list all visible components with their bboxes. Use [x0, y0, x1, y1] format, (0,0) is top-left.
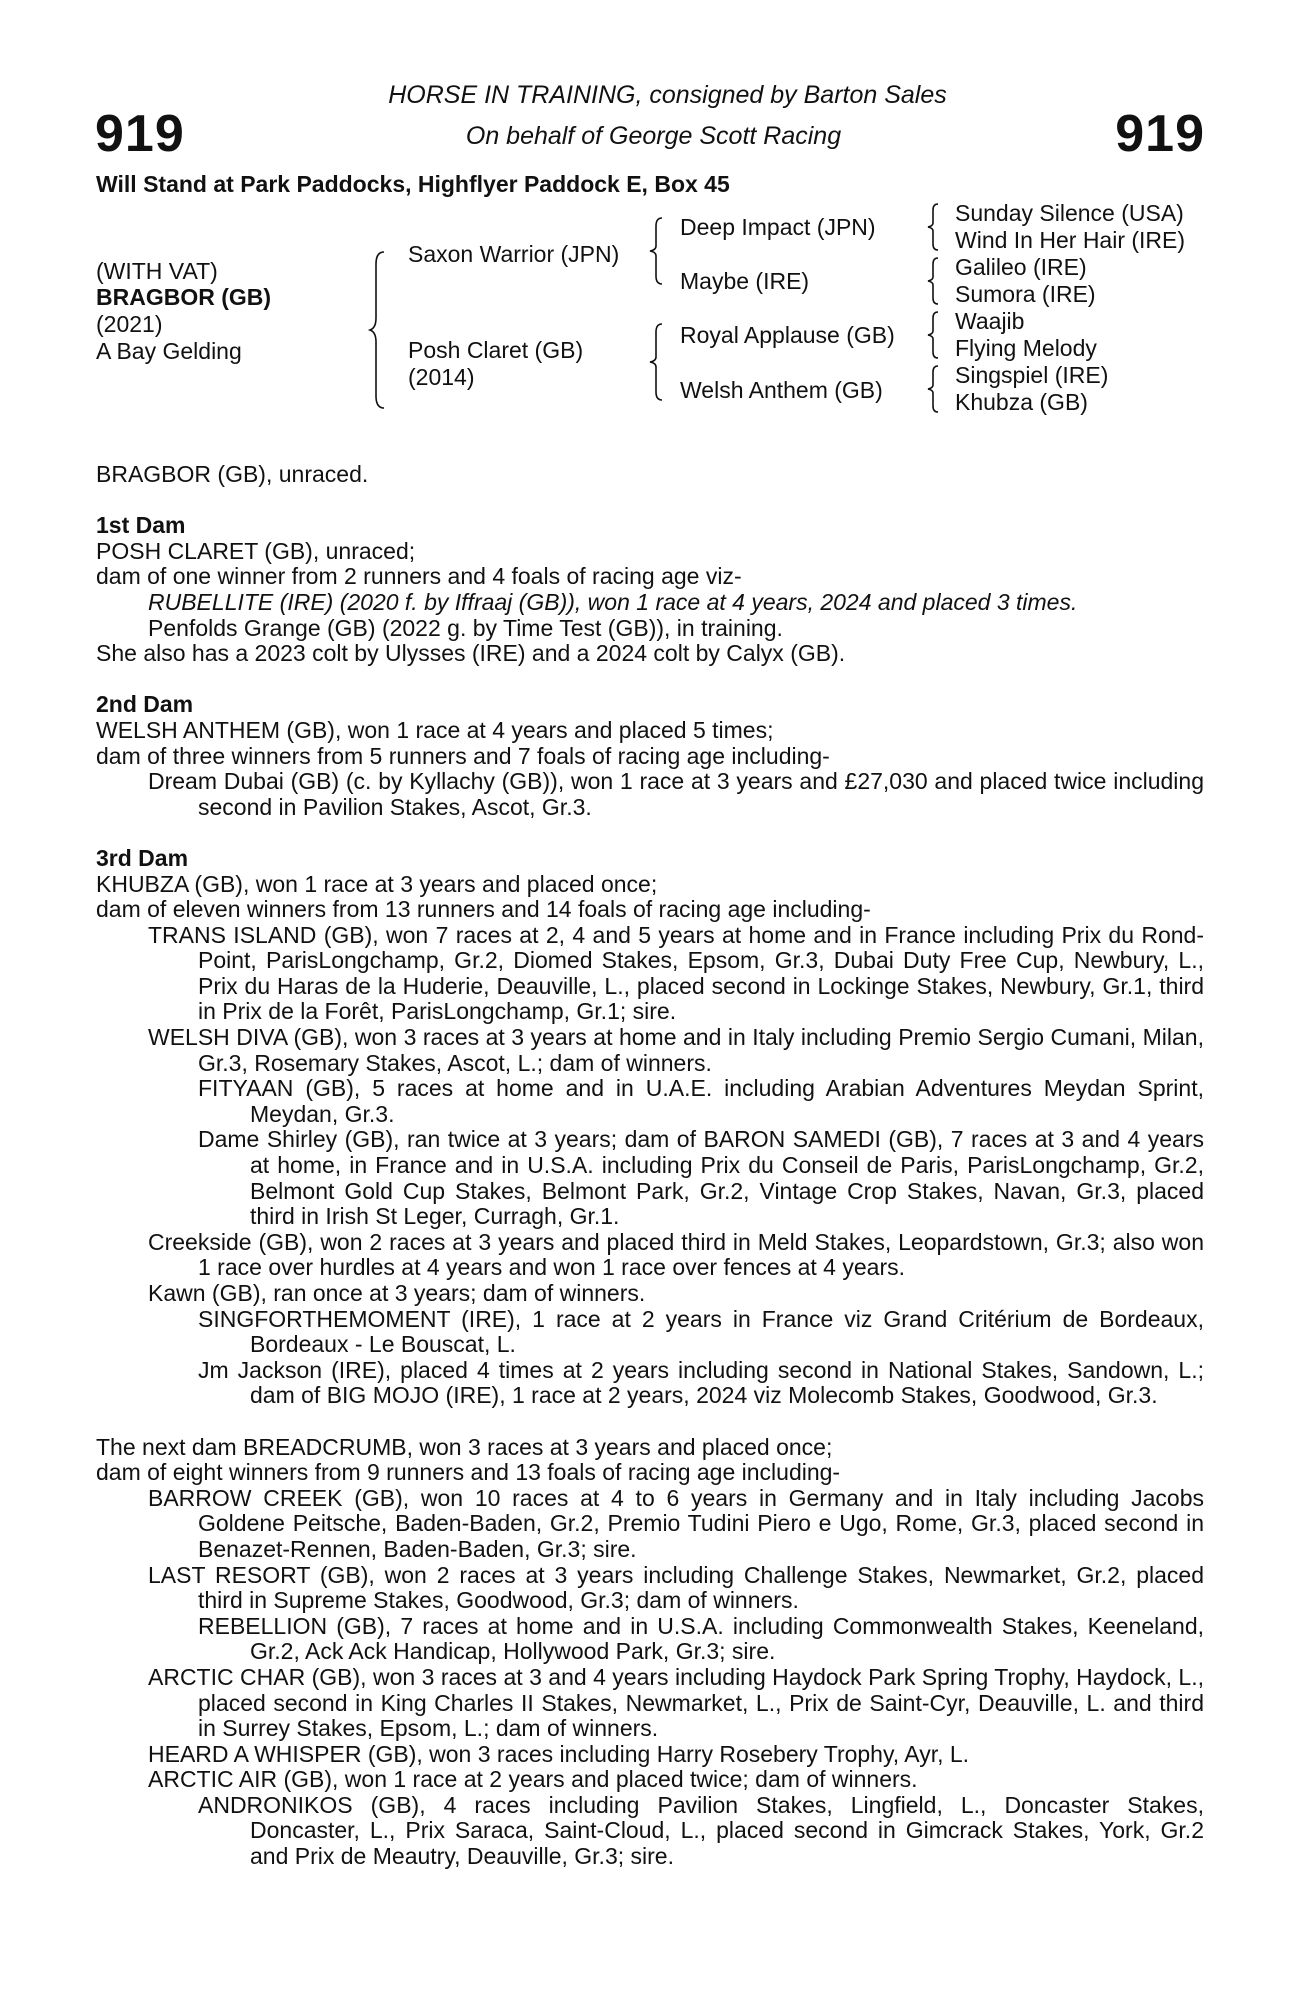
produce-record: Dame Shirley (GB), ran twice at 3 years; dam of BARON SAMEDI (GB), 7 races at 3 and 4 years at home, in France and in U.S.A. including Prix du Conseil de Paris, ParisLongchamp, Gr.2, Belmont Gold Cup Stakes, Belmont Park, Gr.2, Vintage Crop Stakes, Navan, Gr.3, placed third in Irish St Leger, Curragh, Gr.1.: [198, 1126, 1204, 1230]
produce-record: Creekside (GB), won 2 races at 3 years and placed third in Meld Stakes, Leopardstown, Gr.3; also won 1 race over hurdles at 4 years and won 1 race over fences at 4 years.: [148, 1228, 1204, 1281]
ancestor-8: Khubza (GB): [955, 389, 1088, 415]
stand-location: Will Stand at Park Paddocks, Highflyer Paddock E, Box 45: [96, 171, 730, 197]
third-dam-line: KHUBZA (GB), won 1 race at 3 years and placed once;: [96, 870, 658, 897]
third-dam-line: dam of eleven winners from 13 runners and 14 foals of racing age including-: [96, 896, 871, 923]
produce-record: BARROW CREEK (GB), won 10 races at 4 to 6 years in Germany and in Italy including Jacobs Goldene Peitsche, Baden-Baden, Gr.2, Premio Tudini Piero e Ugo, Rome, Gr.3, placed second in Benazet-Rennen, Baden-Baden, Gr.3; sire.: [148, 1484, 1204, 1562]
dam-foaling-year: (2014): [408, 364, 475, 390]
ancestor-6: Flying Melody: [955, 335, 1097, 361]
ancestor-1: Sunday Silence (USA): [955, 200, 1184, 226]
dam-sire: Royal Applause (GB): [680, 322, 895, 348]
racing-record: BRAGBOR (GB), unraced.: [96, 461, 369, 487]
produce-record: ARCTIC CHAR (GB), won 3 races at 3 and 4 years including Haydock Park Spring Trophy, Haydock, L., placed second in King Charles II Stakes, Newmarket, L., Prix de Saint-Cyr, Deauville, L. and third in Surrey Stakes, Epsom, L.; dam of winners.: [148, 1663, 1204, 1742]
lot-number-left: 919: [95, 105, 185, 163]
dam-dam: Welsh Anthem (GB): [680, 377, 883, 403]
produce-record: Dream Dubai (GB) (c. by Kyllachy (GB)), won 1 race at 3 years and £27,030 and placed twice including second in Pavilion Stakes, Ascot, Gr.3.: [148, 768, 1204, 820]
pedigree-brace-g1: [925, 202, 943, 252]
produce-record: Jm Jackson (IRE), placed 4 times at 2 years including second in National Stakes, Sandown, L.; dam of BIG MOJO (IRE), 1 race at 2 years, 2024 viz Molecomb Stakes, Goodwood, Gr.3.: [198, 1356, 1204, 1409]
produce-record: SINGFORTHEMOMENT (IRE), 1 race at 2 years in France viz Grand Critérium de Bordeaux, Bordeaux - Le Bouscat, L.: [198, 1305, 1204, 1358]
produce-record: WELSH DIVA (GB), won 3 races at 3 years at home and in Italy including Premio Sergio Cumani, Milan, Gr.3, Rosemary Stakes, Ascot, L.; dam of winners.: [148, 1024, 1204, 1076]
vat-note: (WITH VAT): [96, 258, 218, 284]
first-dam-heading: 1st Dam: [96, 512, 186, 539]
produce-record: LAST RESORT (GB), won 2 races at 3 years including Challenge Stakes, Newmarket, Gr.2, placed third in Supreme Stakes, Goodwood, Gr.3; dam of winners.: [148, 1561, 1204, 1614]
first-dam-line: She also has a 2023 colt by Ulysses (IRE) and a 2024 colt by Calyx (GB).: [96, 640, 846, 667]
produce-record: HEARD A WHISPER (GB), won 3 races including Harry Rosebery Trophy, Ayr, L.: [148, 1740, 970, 1767]
pedigree-brace-main: [368, 250, 392, 410]
produce-record: RUBELLITE (IRE) (2020 f. by Iffraaj (GB)), won 1 race at 4 years, 2024 and placed 3 times.: [148, 588, 1078, 615]
produce-record: FITYAAN (GB), 5 races at home and in U.A.E. including Arabian Adventures Meydan Sprint, Meydan, Gr.3.: [198, 1075, 1204, 1127]
sire-name: Saxon Warrior (JPN): [408, 241, 620, 267]
sire-dam: Maybe (IRE): [680, 268, 810, 294]
pedigree-brace-g4: [925, 364, 943, 414]
ancestor-7: Singspiel (IRE): [955, 362, 1109, 388]
next-dam-line: dam of eight winners from 9 runners and 13 foals of racing age including-: [96, 1459, 841, 1486]
ancestor-4: Sumora (IRE): [955, 281, 1096, 307]
consignment-line: HORSE IN TRAINING, consigned by Barton Sales: [388, 81, 947, 109]
pedigree-brace-sire: [648, 216, 668, 286]
catalogue-body: [96, 462, 1204, 1870]
dam-name: Posh Claret (GB): [408, 337, 584, 363]
next-dam-line: The next dam BREADCRUMB, won 3 races at 3 years and placed once;: [96, 1433, 833, 1460]
third-dam-heading: 3rd Dam: [96, 844, 189, 871]
produce-record: Penfolds Grange (GB) (2022 g. by Time Test (GB)), in training.: [148, 614, 783, 641]
horse-description: A Bay Gelding: [96, 338, 242, 364]
lot-number-right: 919: [1115, 105, 1205, 163]
vendor-line: On behalf of George Scott Racing: [465, 122, 842, 150]
ancestor-5: Waajib: [955, 308, 1025, 334]
produce-record: Kawn (GB), ran once at 3 years; dam of winners.: [148, 1280, 646, 1306]
pedigree-brace-dam: [648, 322, 668, 402]
second-dam-line: dam of three winners from 5 runners and 7 foals of racing age including-: [96, 742, 830, 769]
pedigree-brace-g3: [925, 310, 943, 360]
second-dam-line: WELSH ANTHEM (GB), won 1 race at 4 years and placed 5 times;: [96, 716, 774, 743]
produce-record: REBELLION (GB), 7 races at home and in U.S.A. including Commonwealth Stakes, Keeneland, Gr.2, Ack Ack Handicap, Hollywood Park, Gr.3; sire.: [198, 1612, 1204, 1665]
pedigree-brace-g2: [925, 256, 943, 306]
foaling-year: (2021): [96, 311, 163, 337]
produce-record: TRANS ISLAND (GB), won 7 races at 2, 4 and 5 years at home and in France including Prix du Rond-Point, ParisLongchamp, Gr.2, Diomed Stakes, Epsom, Gr.3, Dubai Duty Free Cup, Newbury, L., Prix du Haras de la Huderie, Deauville, L., placed second in Lockinge Stakes, Newbury, Gr.1, third in Prix de la Forêt, ParisLongchamp, Gr.1; sire.: [148, 921, 1204, 1025]
produce-record: ANDRONIKOS (GB), 4 races including Pavilion Stakes, Lingfield, L., Doncaster Stakes, Doncaster, L., Prix Saraca, Saint-Cloud, L., placed second in Gimcrack Stakes, York, Gr.2 and Prix de Meautry, Deauville, Gr.3; sire.: [198, 1791, 1204, 1870]
produce-record: ARCTIC AIR (GB), won 1 race at 2 years and placed twice; dam of winners.: [148, 1766, 918, 1793]
first-dam-line: dam of one winner from 2 runners and 4 foals of racing age viz-: [96, 563, 742, 590]
first-dam-line: POSH CLARET (GB), unraced;: [96, 537, 416, 564]
sire-sire: Deep Impact (JPN): [680, 214, 876, 240]
ancestor-2: Wind In Her Hair (IRE): [955, 227, 1186, 253]
ancestor-3: Galileo (IRE): [955, 254, 1087, 280]
horse-name: BRAGBOR (GB): [96, 284, 272, 310]
second-dam-heading: 2nd Dam: [96, 691, 194, 718]
